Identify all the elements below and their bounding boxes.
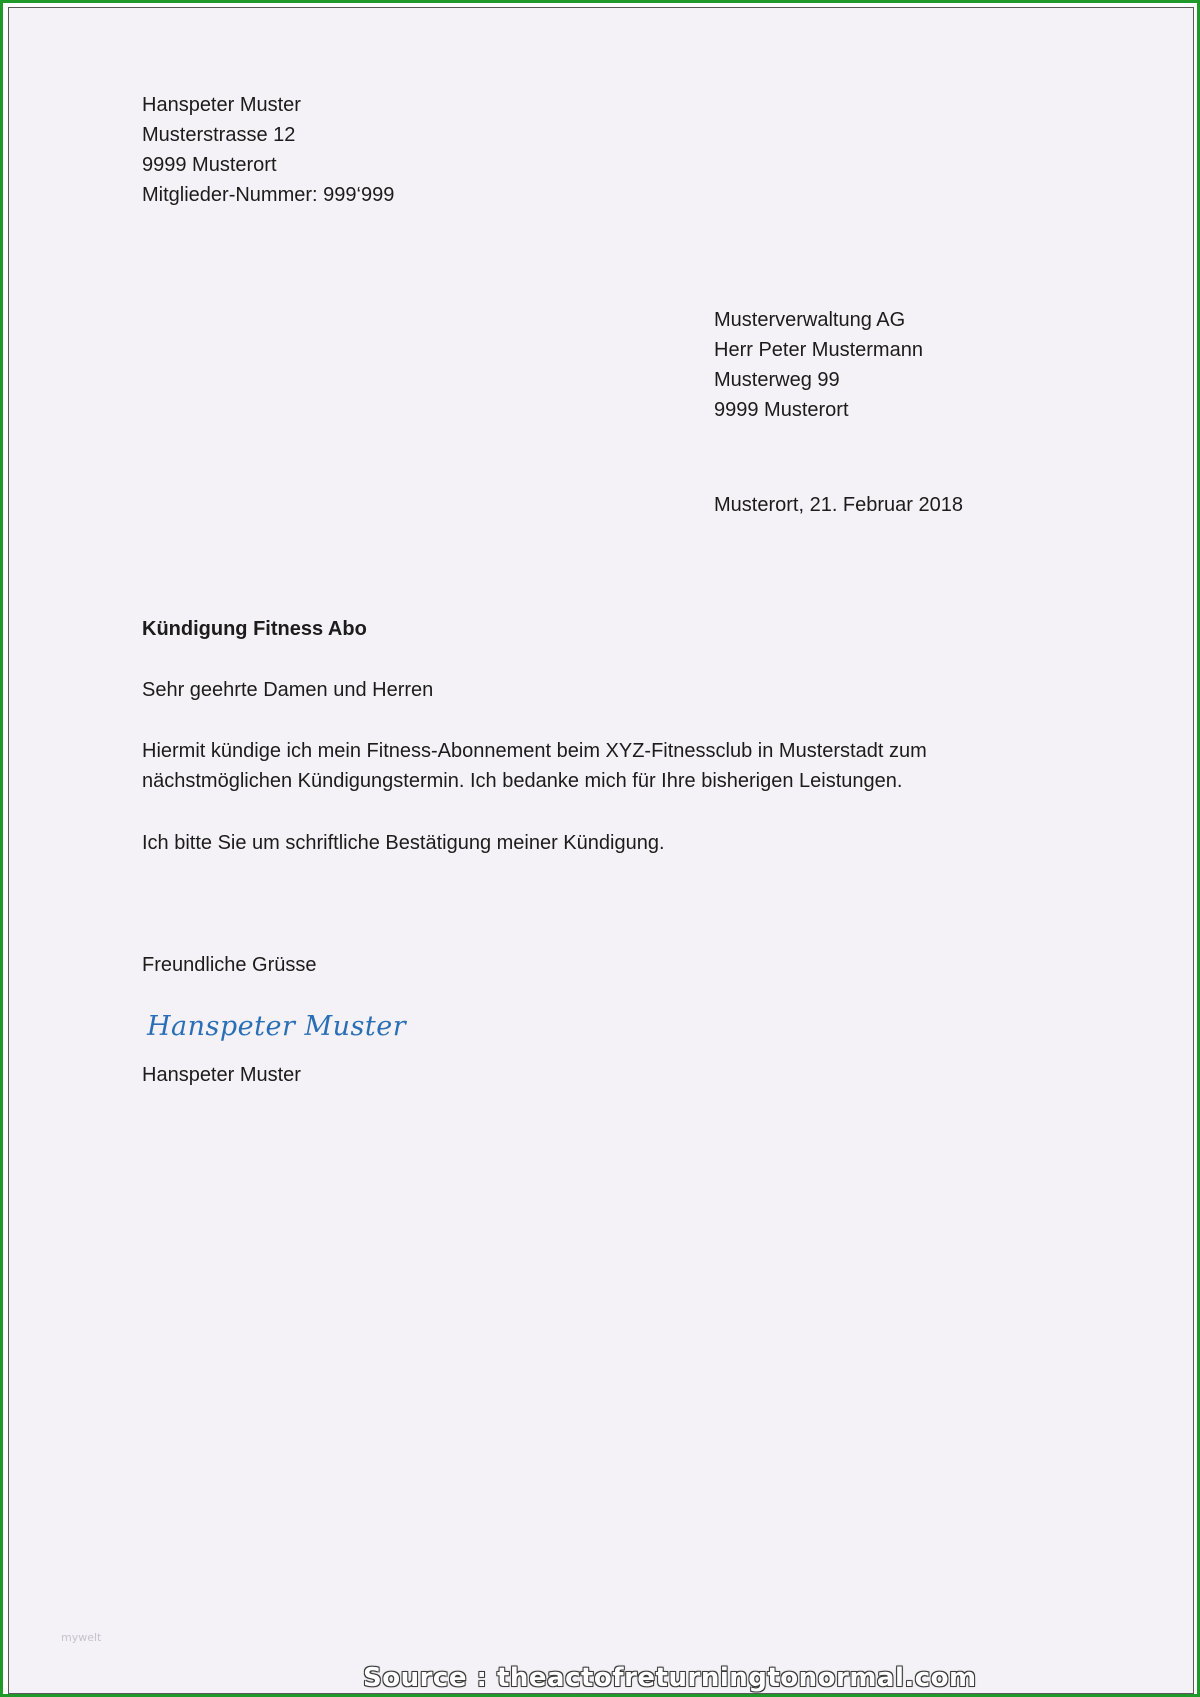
recipient-contact: Herr Peter Mustermann <box>714 339 923 361</box>
letter-subject: Kündigung Fitness Abo <box>142 618 367 640</box>
sender-address-block <box>142 90 394 210</box>
body-paragraph-1-line-1: Hiermit kündige ich mein Fitness-Abonnement beim XYZ-Fitnessclub in Musterstadt zum <box>142 740 927 762</box>
source-caption: Source : theactofreturningtonormal.com <box>363 1663 977 1693</box>
date-line: Musterort, 21. Februar 2018 <box>714 494 964 516</box>
printed-name: Hanspeter Muster <box>142 1064 301 1086</box>
body-paragraph-1-line-2: nächstmöglichen Kündigungstermin. Ich bedanke mich für Ihre bisherigen Leistungen. <box>142 770 903 792</box>
salutation: Sehr geehrte Damen und Herren <box>142 679 434 701</box>
recipient-street: Musterweg 99 <box>714 369 840 391</box>
sender-city: 9999 Musterort <box>142 154 277 176</box>
closing-greeting: Freundliche Grüsse <box>142 954 317 976</box>
sender-name: Hanspeter Muster <box>142 94 301 116</box>
recipient-company: Musterverwaltung AG <box>714 309 906 331</box>
watermark: mywelt <box>61 1631 102 1644</box>
recipient-address-block <box>714 305 923 425</box>
body-paragraph-1 <box>142 736 927 796</box>
handwritten-signature: Hanspeter Muster <box>147 1011 407 1042</box>
sender-member-number: Mitglieder-Nummer: 999‘999 <box>142 184 395 206</box>
sender-street: Musterstrasse 12 <box>142 124 296 146</box>
letter-page <box>8 7 1194 1694</box>
recipient-city: 9999 Musterort <box>714 399 849 421</box>
body-paragraph-2: Ich bitte Sie um schriftliche Bestätigung meiner Kündigung. <box>142 832 665 854</box>
